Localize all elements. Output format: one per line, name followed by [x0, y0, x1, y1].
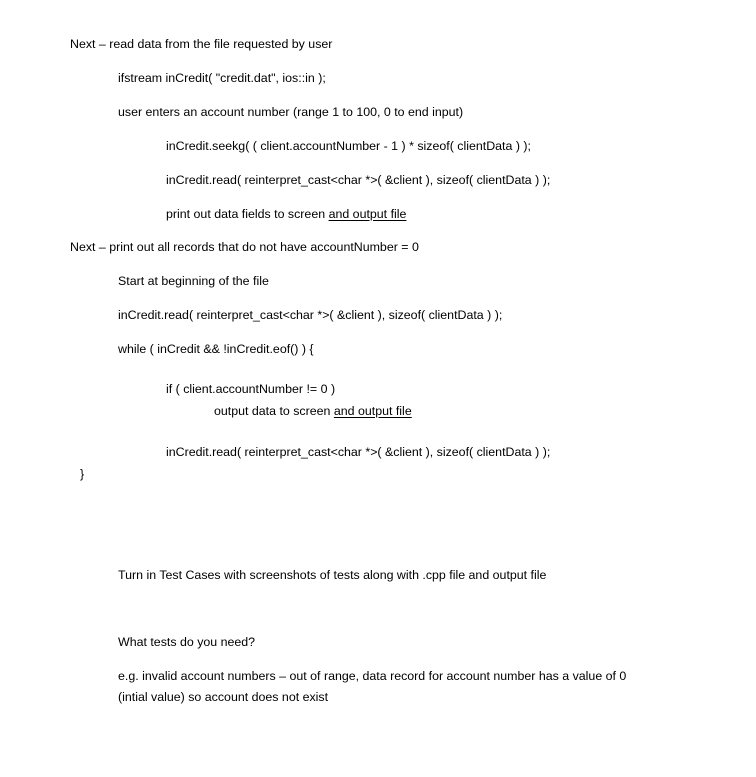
seekg-line: inCredit.seekg( ( client.accountNumber - 1 ) * sizeof( clientData ) );: [166, 139, 531, 153]
tests-question: What tests do you need?: [118, 635, 256, 649]
print-fields-underlined: and output file: [328, 207, 407, 221]
turn-in-line: Turn in Test Cases with screenshots of tests along with .cpp file and output file: [118, 568, 547, 582]
output-prefix: output data to screen: [214, 404, 334, 418]
print-fields-line: [166, 206, 406, 222]
example-line-2: (intial value) so account does not exist: [118, 690, 329, 704]
heading-print-all: Next – print out all records that do not have accountNumber = 0: [70, 240, 419, 254]
read-line-2: inCredit.read( reinterpret_cast<char *>( &client ), sizeof( clientData ) );: [118, 308, 503, 322]
user-enters-line: user enters an account number (range 1 to 100, 0 to end input): [118, 105, 464, 119]
ifstream-line: ifstream inCredit( "credit.dat", ios::in );: [118, 71, 326, 85]
while-line: while ( inCredit && !inCredit.eof() ) {: [118, 342, 314, 356]
closing-brace: }: [80, 467, 85, 481]
start-line: Start at beginning of the file: [118, 274, 269, 288]
output-data-line: [214, 403, 412, 419]
example-line-1: e.g. invalid account numbers – out of range, data record for account number has a value of 0: [118, 669, 627, 683]
print-fields-prefix: print out data fields to screen: [166, 207, 329, 221]
heading-read-data: Next – read data from the file requested by user: [70, 37, 333, 51]
output-underlined: and output file: [333, 404, 412, 418]
if-line: if ( client.accountNumber != 0 ): [166, 382, 336, 396]
read-line-3: inCredit.read( reinterpret_cast<char *>( &client ), sizeof( clientData ) );: [166, 445, 551, 459]
read-line-1: inCredit.read( reinterpret_cast<char *>( &client ), sizeof( clientData ) );: [166, 173, 551, 187]
